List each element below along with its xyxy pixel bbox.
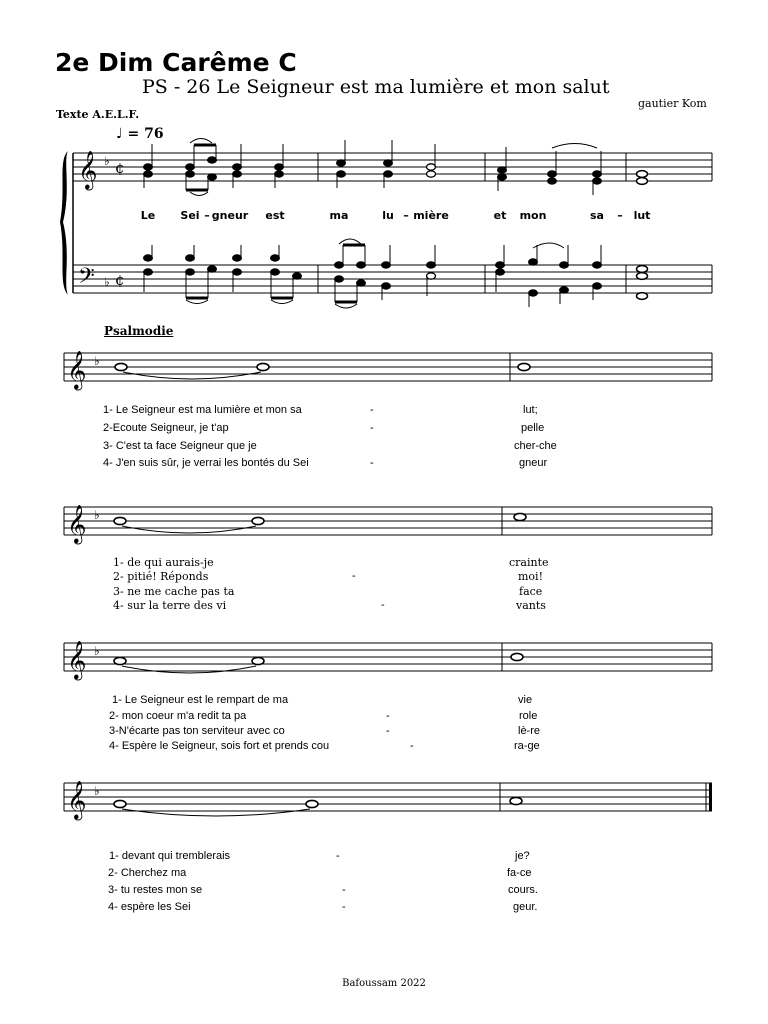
whole-note	[252, 657, 264, 664]
verse-line: 3- tu restes mon se	[108, 884, 203, 896]
verse-end: fa-ce	[507, 867, 532, 879]
verse-line: 2- mon coeur m'a redit ta pa	[109, 710, 247, 722]
whole-note	[257, 363, 269, 370]
system-brace	[60, 151, 68, 295]
flat-icon: ♭	[94, 644, 100, 658]
treble-clef-icon: 𝄞	[67, 350, 87, 389]
text-credit: Texte A.E.L.F.	[56, 108, 140, 121]
whole-note	[114, 800, 126, 807]
psalmody-staff-1	[64, 350, 712, 391]
treble-clef-icon: 𝄞	[67, 640, 87, 679]
lyric-syllable: gneur	[211, 209, 249, 222]
whole-note	[511, 653, 523, 660]
lyric-syllable: mière	[413, 209, 449, 222]
verse-hyphen: -	[410, 740, 414, 752]
verse-line: 1- de qui aurais-je	[113, 556, 214, 569]
tempo-marking: ♩ = 76	[116, 126, 164, 142]
lyric-syllable: lut	[633, 209, 651, 222]
verse-end: crainte	[509, 556, 549, 569]
psalmody-staff-4	[64, 780, 712, 821]
refrain-lower-slurs	[186, 239, 564, 308]
lyric-syllable: est	[265, 209, 285, 222]
tie	[122, 809, 310, 816]
verse-end: ra-ge	[514, 740, 540, 752]
psalmody-label: Psalmodie	[104, 324, 174, 338]
footer-note: Bafoussam 2022	[342, 978, 426, 989]
verse-line: 2- pitié! Réponds	[113, 570, 209, 583]
lyric-hyphen: –	[617, 209, 623, 222]
whole-note	[510, 797, 522, 804]
psalmody-staff-2	[64, 504, 712, 545]
lyric-hyphen: –	[403, 209, 409, 222]
verse-line: 1- devant qui tremblerais	[109, 850, 231, 862]
lyric-syllable: Le	[140, 209, 156, 222]
lyric-syllable: lu	[382, 209, 394, 222]
verse-hyphen: -	[370, 404, 374, 416]
verse-line: 3-N'écarte pas ton serviteur avec co	[109, 725, 285, 737]
whole-note	[114, 517, 126, 524]
verse-line: 4- Espère le Seigneur, sois fort et prends cou	[109, 740, 330, 752]
tie	[122, 666, 256, 673]
final-barline	[709, 783, 712, 811]
verse-end: je?	[515, 850, 530, 862]
verse-hyphen: -	[342, 901, 346, 913]
treble-clef-icon: 𝄞	[78, 150, 98, 189]
verse-hyphen: -	[381, 599, 385, 611]
verse-line: 3- C'est ta face Seigneur que je	[103, 440, 257, 452]
whole-note	[114, 657, 126, 664]
whole-note	[252, 517, 264, 524]
flat-icon: ♭	[104, 154, 110, 168]
verse-line: 2-Ecoute Seigneur, je t'ap	[103, 422, 229, 434]
verse-end: lut;	[523, 404, 538, 416]
treble-clef-icon: 𝄞	[67, 780, 87, 819]
tie	[123, 372, 261, 379]
verse-end: role	[519, 710, 538, 722]
verse-hyphen: -	[336, 850, 340, 862]
verse-hyphen: -	[352, 570, 356, 582]
lyric-syllable: Sei	[180, 209, 200, 222]
verse-line: 4- espère les Sei	[108, 901, 191, 913]
verse-line: 4- sur la terre des vi	[113, 599, 227, 612]
lyric-syllable: sa	[590, 209, 604, 222]
lyric-hyphen: –	[204, 209, 210, 222]
flat-icon: ♭	[94, 354, 100, 368]
flat-icon: ♭	[94, 784, 100, 798]
lyric-syllable: ma	[329, 209, 349, 222]
psalm-subtitle: PS - 26 Le Seigneur est ma lumière et mon salut	[142, 76, 610, 98]
tie	[122, 526, 256, 533]
lyric-syllable: mon	[519, 209, 547, 222]
verse-hyphen: -	[370, 457, 374, 469]
page-title: 2e Dim Carême C	[55, 48, 297, 77]
bass-clef-icon: 𝄢	[78, 264, 95, 294]
verse-line: 1- Le Seigneur est le rempart de ma	[112, 694, 289, 706]
whole-note	[514, 513, 526, 520]
verse-end: lè-re	[518, 725, 541, 737]
verse-hyphen: -	[386, 710, 390, 722]
whole-note	[306, 800, 318, 807]
treble-clef-icon: 𝄞	[67, 504, 87, 543]
verse-end: moi!	[518, 570, 543, 583]
verse-end: vants	[516, 599, 546, 612]
flat-icon: ♭	[104, 275, 110, 289]
verse-end: geur.	[513, 901, 538, 913]
whole-note	[115, 363, 127, 370]
verse-end: cher-che	[514, 440, 557, 452]
verse-hyphen: -	[386, 725, 390, 737]
whole-note	[518, 363, 530, 370]
cut-time-icon: ¢	[115, 271, 125, 289]
verse-end: pelle	[521, 422, 545, 434]
verse-end: gneur	[519, 457, 548, 469]
verse-hyphen: -	[370, 422, 374, 434]
verse-end: face	[519, 585, 543, 598]
flat-icon: ♭	[94, 508, 100, 522]
verse-end: cours.	[508, 884, 538, 896]
lyric-syllable: et	[493, 209, 507, 222]
verse-hyphen: -	[342, 884, 346, 896]
psalmody-staff-3	[64, 640, 712, 681]
verse-end: vie	[518, 694, 533, 706]
refrain-lower-notes	[144, 245, 648, 307]
composer-credit: gautier Kom	[638, 97, 707, 110]
verse-line: 1- Le Seigneur est ma lumière et mon sa	[103, 404, 302, 416]
verse-line: 3- ne me cache pas ta	[113, 585, 235, 598]
verse-line: 4- J'en suis sûr, je verrai les bontés du Sei	[103, 457, 309, 469]
verse-line: 2- Cherchez ma	[108, 867, 187, 879]
cut-time-icon: ¢	[115, 159, 125, 177]
